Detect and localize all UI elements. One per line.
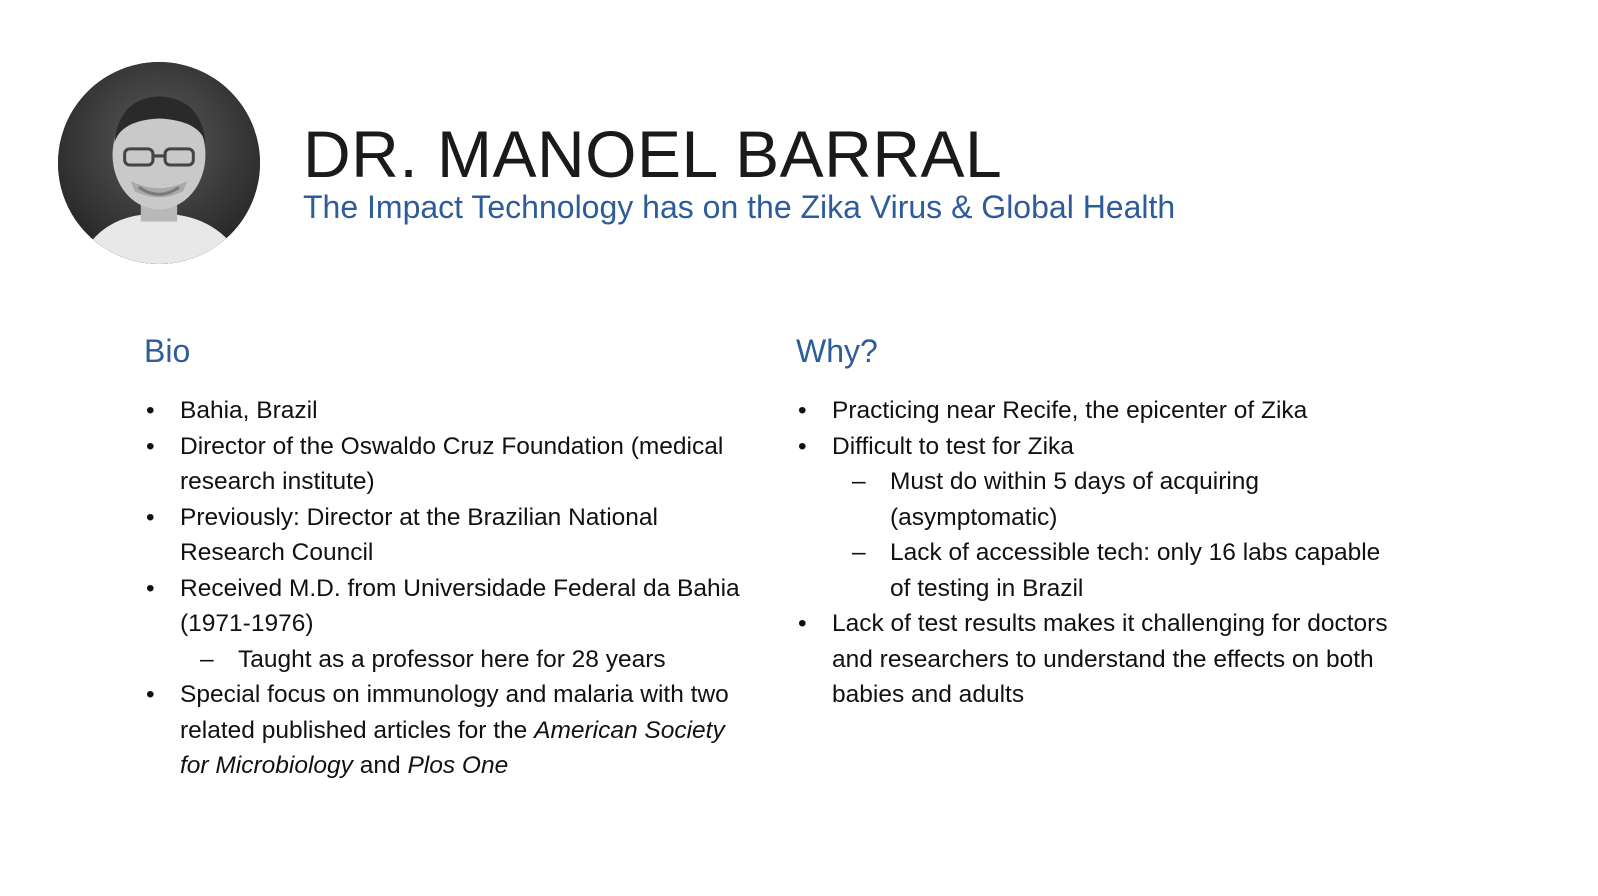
why-item-results: • Lack of test results makes it challenging for doctors and researchers to understand the effects on both babies and adults — [796, 606, 1396, 713]
why-subitem-window: – Must do within 5 days of acquiring (asymptomatic) — [832, 464, 1396, 535]
bio-subitem-professor: – Taught as a professor here for 28 years — [180, 642, 744, 678]
bio-item-education-text: Received M.D. from Universidade Federal da Bahia (1971-1976) — [180, 574, 740, 637]
bio-item-focus — [144, 677, 744, 784]
why-item-testing-text: Difficult to test for Zika — [832, 432, 1074, 460]
page-subtitle: The Impact Technology has on the Zika Virus & Global Health — [303, 189, 1176, 225]
journal-name-1: American Society for Microbiology — [180, 716, 725, 779]
why-heading: Why? — [796, 333, 878, 369]
bio-item-previous: • Previously: Director at the Brazilian National Research Council — [144, 500, 744, 571]
bio-heading: Bio — [144, 333, 191, 369]
why-list — [796, 393, 1396, 713]
bio-item-focus-text: Special focus on immunology and malaria with two related published articles for the — [180, 681, 729, 744]
bio-item-director: • Director of the Oswaldo Cruz Foundation (medical research institute) — [144, 429, 744, 500]
bio-item-education — [144, 571, 744, 678]
why-subitem-labs: – Lack of accessible tech: only 16 labs capable of testing in Brazil — [832, 535, 1396, 606]
speaker-portrait — [58, 62, 260, 264]
page-title: DR. MANOEL BARRAL — [303, 117, 1003, 191]
person-photo-icon — [58, 62, 260, 264]
bio-item-origin: • Bahia, Brazil — [144, 393, 744, 429]
journal-conjunction: and — [359, 752, 401, 779]
why-item-testing — [796, 429, 1396, 607]
why-item-recife: • Practicing near Recife, the epicenter of Zika — [796, 393, 1396, 429]
bio-list — [144, 393, 744, 784]
journal-name-2: Plos One — [407, 752, 509, 779]
